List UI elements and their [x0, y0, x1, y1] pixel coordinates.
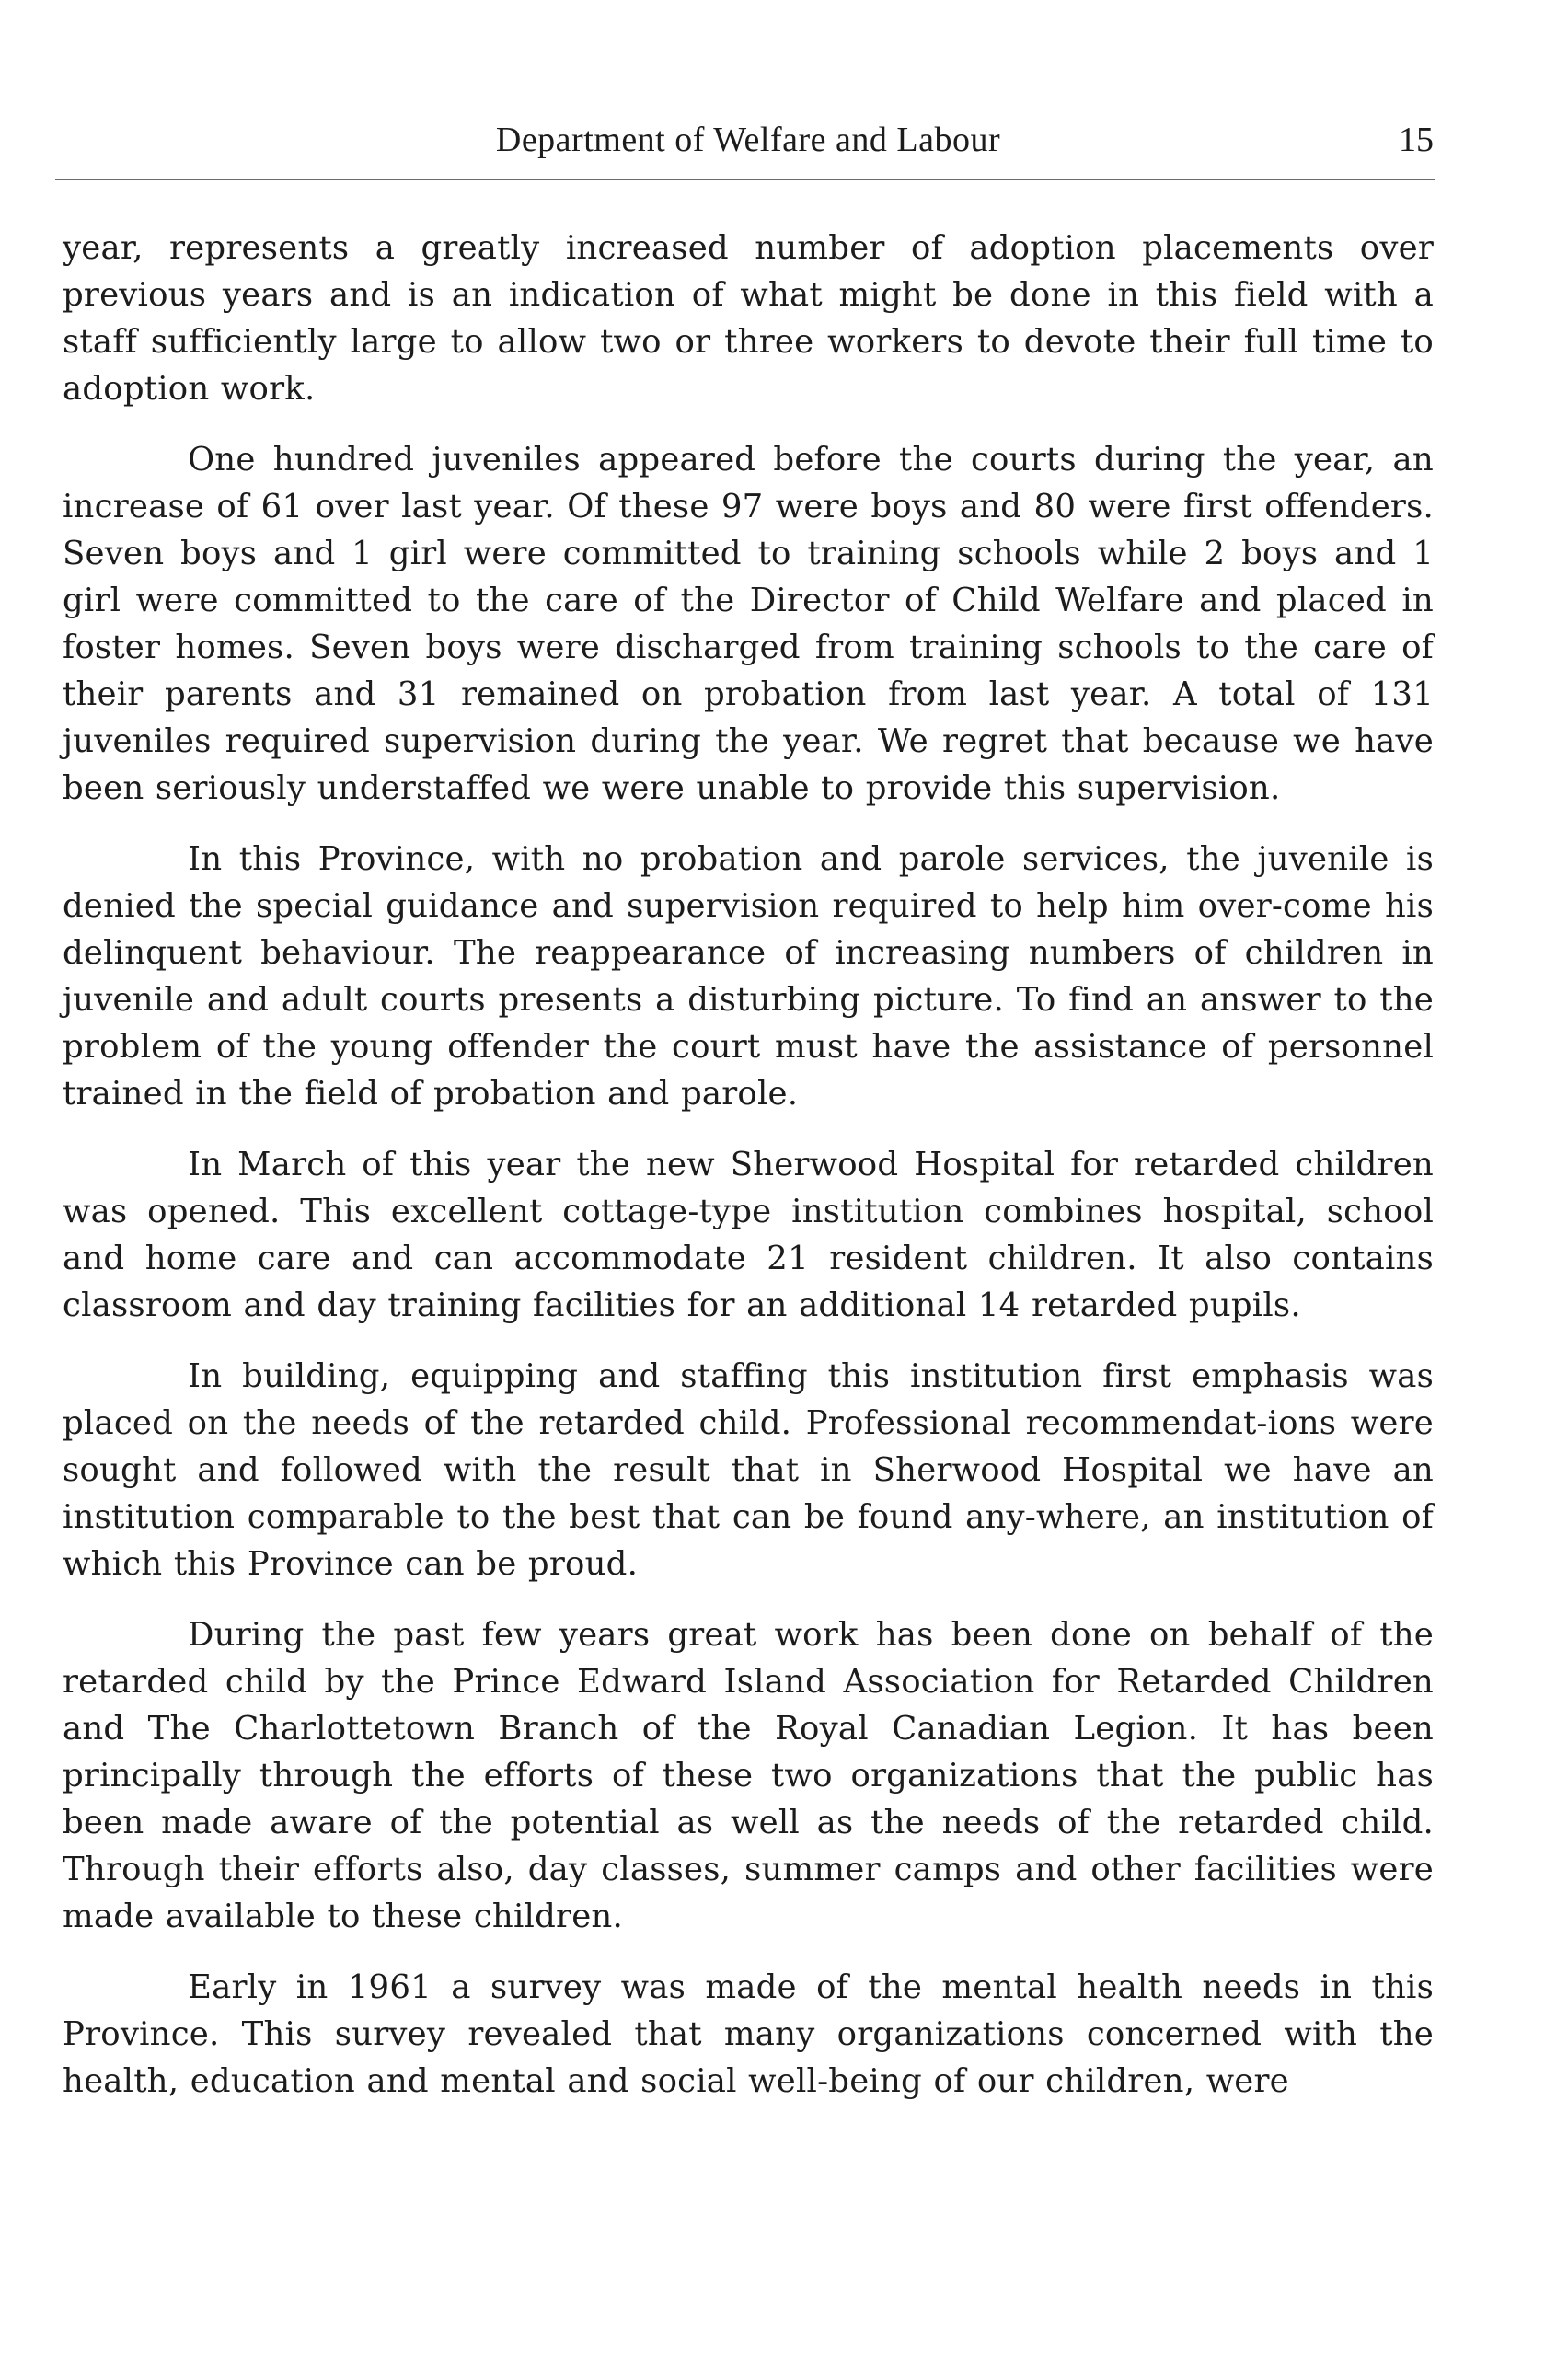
paragraph-survey: Early in 1961 a survey was made of the mental health needs in this Province. This survey revealed that many organizations concerned with the health, education and mental and social well-being of our children, were: [63, 1968, 1434, 2100]
paragraph-adoption-continued: year, represents a greatly increased number of adoption placements over previous years and is an indication of what might be done in this field with a staff sufficiently large to allow two or three workers to devote their full time to adoption work.: [63, 229, 1434, 408]
page-number: 15: [1399, 121, 1434, 159]
header-rule: [55, 179, 1435, 180]
paragraph-associations: During the past few years great work has been done on behalf of the retarded child by the Prince Edward Island Association for Retarded Children and The Charlottetown Branch of the Royal Canadian Legion. It has been principally through the efforts of these two organizations that the public has been made aware of the potential as well as the needs of the retarded child. Through their efforts also, day classes, summer camps and other facilities were made available to these children.: [63, 1616, 1434, 1935]
paragraph-juveniles: One hundred juveniles appeared before the courts during the year, an increase of 61 over last year. Of these 97 were boys and 80 were first offenders. Seven boys and 1 girl were committed to training schools while 2 boys and 1 girl were committed to the care of the Director of Child Welfare and placed in foster homes. Seven boys were discharged from training schools to the care of their parents and 31 remained on probation from last year. A total of 131 juveniles required supervision during the year. We regret that because we have been seriously understaffed we were unable to provide this supervision.: [63, 441, 1434, 807]
running-head: [63, 118, 1434, 173]
running-title: Department of Welfare and Labour: [495, 121, 1001, 159]
body-text: [63, 225, 1434, 2129]
paragraph-sherwood-hospital: In March of this year the new Sherwood Hospital for retarded children was opened. This excellent cottage-type institution combines hospital, school and home care and can accommodate 21 resident children. It also contains classroom and day training facilities for an additional 14 retarded pupils.: [63, 1146, 1434, 1324]
paragraph-institution: In building, equipping and staffing this institution first emphasis was placed on the needs of the retarded child. Professional recommendat-ions were sought and followed with the result that in Sherwood Hospital we have an institution comparable to the best that can be found any-where, an institution of which this Province can be proud.: [63, 1357, 1434, 1583]
paragraph-probation: In this Province, with no probation and parole services, the juvenile is denied the special guidance and supervision required to help him over-come his delinquent behaviour. The reappearance of increasing numbers of children in juvenile and adult courts presents a disturbing picture. To find an answer to the problem of the young offender the court must have the assistance of personnel trained in the field of probation and parole.: [63, 840, 1434, 1113]
